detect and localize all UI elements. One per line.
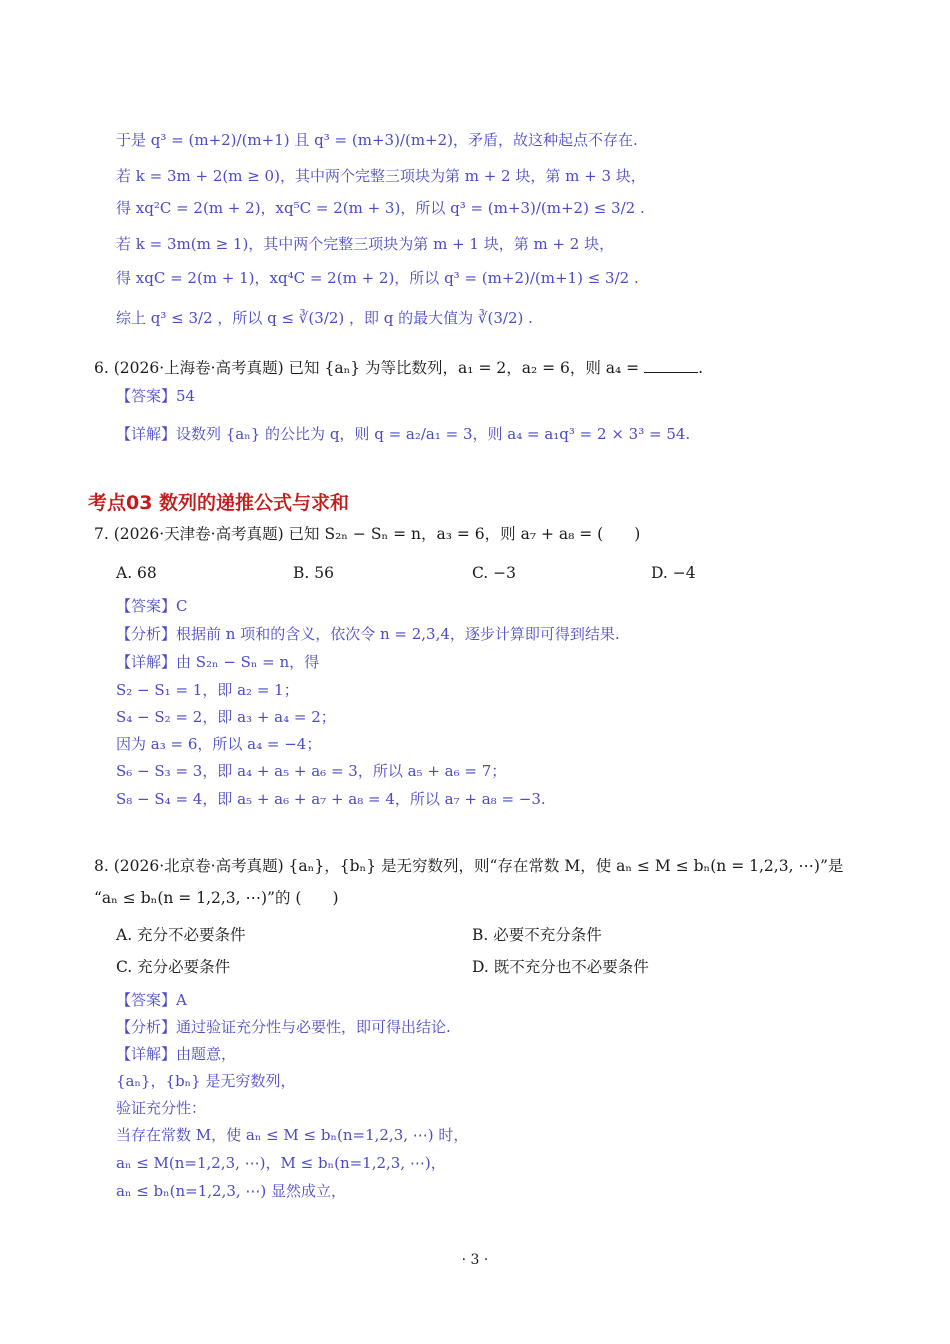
question-7-detail-2: S₂ − S₁ = 1，即 a₂ = 1； [116, 681, 299, 699]
question-8-option-c: C. 充分必要条件 [116, 958, 231, 976]
solution-line-1: 于是 q³ = (m+2)/(m+1) 且 q³ = (m+3)/(m+2)，矛盾，故这种起点不存在. [116, 131, 638, 149]
answer-blank [644, 358, 698, 373]
question-8-option-a: A. 充分不必要条件 [116, 926, 246, 944]
question-8-detail-5: aₙ ≤ M(n=1,2,3, ⋯)，M ≤ bₙ(n=1,2,3, ⋯)， [116, 1154, 446, 1172]
question-7-analysis: 【分析】根据前 n 项和的含义，依次令 n = 2,3,4，逐步计算即可得到结果. [116, 625, 620, 643]
question-8-detail-1: 【详解】由题意， [116, 1045, 237, 1063]
question-7-detail-6: S₈ − S₄ = 4，即 a₅ + a₆ + a₇ + a₈ = 4，所以 a₇ + a₈ = −3. [116, 790, 546, 808]
question-7-detail-4: 因为 a₃ = 6，所以 a₄ = −4； [116, 735, 322, 753]
question-7-detail-5: S₆ − S₃ = 3，即 a₄ + a₅ + a₆ = 3，所以 a₅ + a₆ = 7； [116, 762, 507, 780]
question-7-answer: 【答案】C [116, 597, 188, 615]
solution-line-3: 得 xq²C = 2(m + 2)，xq⁵C = 2(m + 3)，所以 q³ = (m+3)/(m+2) ≤ 3/2 . [116, 199, 645, 217]
solution-line-2: 若 k = 3m + 2(m ≥ 0)，其中两个完整三项块为第 m + 2 块，第 m + 3 块， [116, 167, 646, 185]
question-6-answer: 【答案】54 [116, 387, 196, 405]
solution-line-6: 综上 q³ ≤ 3/2 ，所以 q ≤ ∛(3/2) ，即 q 的最大值为 ∛(3/2) . [116, 309, 533, 327]
question-8-option-d: D. 既不充分也不必要条件 [472, 958, 649, 976]
question-7-stem: 7. (2026·天津卷·高考真题) 已知 S₂ₙ − Sₙ = n，a₃ = 6，则 a₇ + a₈ = ( ) [94, 525, 641, 543]
question-8-detail-3: 验证充分性： [116, 1099, 207, 1117]
question-7-option-a: A. 68 [116, 564, 157, 582]
solution-line-5: 得 xqC = 2(m + 1)，xq⁴C = 2(m + 2)，所以 q³ = (m+2)/(m+1) ≤ 3/2 . [116, 269, 639, 287]
question-8-detail-4: 当存在常数 M，使 aₙ ≤ M ≤ bₙ(n=1,2,3, ⋯) 时， [116, 1126, 469, 1144]
question-8-option-b: B. 必要不充分条件 [472, 926, 602, 944]
question-7-detail-3: S₄ − S₂ = 2，即 a₃ + a₄ = 2； [116, 708, 336, 726]
question-7-option-d: D. −4 [651, 564, 696, 582]
page-number: · 3 · [461, 1252, 489, 1268]
question-6-stem [94, 358, 703, 378]
question-8-analysis: 【分析】通过验证充分性与必要性，即可得出结论. [116, 1018, 451, 1036]
solution-line-4: 若 k = 3m(m ≥ 1)，其中两个完整三项块为第 m + 1 块，第 m + 2 块， [116, 235, 615, 253]
question-6-end: . [698, 359, 704, 377]
question-7-detail-1: 【详解】由 S₂ₙ − Sₙ = n，得 [116, 653, 320, 671]
question-7-option-b: B. 56 [293, 564, 334, 582]
question-6-text: 6. (2026·上海卷·高考真题) 已知 {aₙ} 为等比数列，a₁ = 2，a₂ = 6，则 a₄ = [94, 359, 640, 377]
question-8-detail-6: aₙ ≤ bₙ(n=1,2,3, ⋯) 显然成立， [116, 1182, 347, 1200]
question-8-detail-2: {aₙ}，{bₙ} 是无穷数列， [116, 1072, 296, 1090]
question-8-stem-line-2: “aₙ ≤ bₙ(n = 1,2,3, ⋯)”的 ( ) [94, 889, 339, 907]
question-6-detail: 【详解】设数列 {aₙ} 的公比为 q，则 q = a₂/a₁ = 3，则 a₄ = a₁q³ = 2 × 3³ = 54. [116, 425, 691, 443]
section-heading: 考点03 数列的递推公式与求和 [88, 492, 350, 514]
question-8-answer: 【答案】A [116, 991, 187, 1009]
question-8-stem-line-1: 8. (2026·北京卷·高考真题) {aₙ}，{bₙ} 是无穷数列，则“存在常数 M，使 aₙ ≤ M ≤ bₙ(n = 1,2,3, ⋯)”是 [94, 857, 844, 875]
question-7-option-c: C. −3 [472, 564, 517, 582]
